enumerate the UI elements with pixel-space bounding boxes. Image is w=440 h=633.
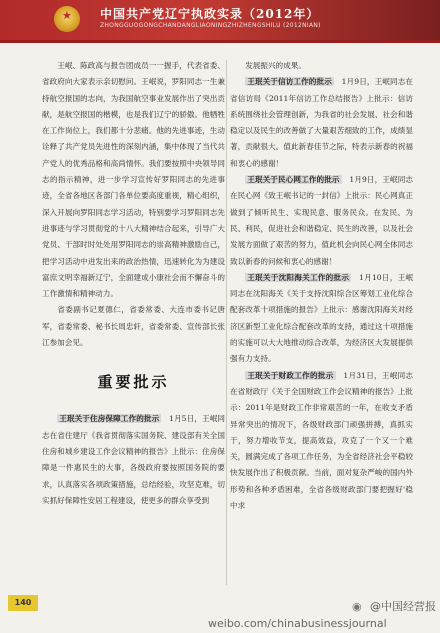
header-title: 中国共产党辽宁执政实录（2012年） xyxy=(100,7,320,21)
party-emblem-icon xyxy=(54,6,80,32)
column-divider xyxy=(226,60,227,585)
watermark-url: weibo.com/chinabusinessjournal xyxy=(208,617,387,630)
item-title: 王珉关于民心网工作的批示 xyxy=(247,175,340,185)
item-title: 王珉关于沈阳海关工作的批示 xyxy=(247,272,350,282)
item-text: 1月9日，王岷同志在民心网《致王岷书记的一封信》上批示：民心网真正做到了倾听民生、实现民意、服务民众。在发民、为民、利民，促进社会和谐稳定、民生的改善，以及社会发展方面做了艰苦的努力，值此机会向民心网全体同志致以新春的问候和衷心的感谢！ xyxy=(230,175,413,266)
paragraph: 省委副书记夏德仁，省委常委、大连市委书记唐军，省委常委、秘书长周忠轩，省委常委、宣传部长张江参加会见。 xyxy=(42,305,225,348)
weibo-icon: ◉ xyxy=(352,600,362,613)
paragraph xyxy=(230,74,413,172)
paragraph xyxy=(230,172,413,270)
item-title: 王珉关于信访工作的批示 xyxy=(247,77,332,87)
paragraph: 发展振兴的成果。 xyxy=(245,61,306,70)
item-text: 1月5日，王岷同志在省住建厅《我省贯彻落实国务院、建设部有关全国住房和城乡建设工作会议精神的报告》上批示：住房保障是一件惠民生的大事，各级政府要按照国务院的要求，认真落实各项政策措施，总结经验，攻坚克难，切实抓好保障性安居工程建设，使更多的群众享受到 xyxy=(42,414,225,505)
paragraph xyxy=(230,270,413,368)
page-number: 140 xyxy=(8,595,38,611)
right-column xyxy=(230,58,413,514)
item-text: 1月9日，王岷同志在省信访局《2011年信访工作总结报告》上批示：信访系统围绕社会管理创新，为我省的社会发展、社会和谐稳定以及民生的改善做了大量艰苦细致的工作，成绩显著，贡献很大。值此新春佳节之际，特表示新春的祝福和衷心的感谢！ xyxy=(230,77,413,168)
item-title: 王珉关于财政工作的批示 xyxy=(247,370,334,380)
star-icon: ★ xyxy=(62,9,72,22)
header-banner xyxy=(0,0,440,40)
section-title: 重要批示 xyxy=(97,373,170,392)
item-text: 1月31日，王岷同志在省财政厅《关于全国财政工作会议精神的报告》上批示：2011年是财政工作非常艰苦的一年，在收支矛盾异常突出的情况下，各级财政部门顽强拼搏，真抓实干，努力增收节支，提高效益，攻克了一个又一个难关，圆满完成了各项工作任务，为全省经济社会平稳较快发展作出了积极贡献。当前，面对复杂严峻的国内外形势和各种矛盾困难，全省各级财政部门要把握好'稳中求 xyxy=(230,370,414,511)
paragraph: 王岷、陈政高与报告团成员一一握手，代表省委、省政府向大家表示亲切慰问。王岷说，罗阳同志一生兼持航空报国的志向，为我国航空事业发展作出了突出贡献，是航空报国的楷模，也是我们辽宁的骄傲。他牺牲在工作岗位上，我们都十分悲痛。他的先进事迹，生动诠释了共产党员先进性的深刻内涵，集中体现了当代共产党人的优秀品格和高尚情怀。我们要按照中央领导同志的指示精神，进一步学习宣传好罗阳同志的先进事迹，全省各地区各部门各单位要高度重视，精心组织，深入开展向罗阳同志学习活动，特别要学习罗阳同志先进事迹与学习贯彻党的十八大精神结合起来，引导广大党员、干部时时处处用罗阳同志的崇高精神激励自己，把学习活动中迸发出来的政治热情，迅速转化为为建设富庶文明幸福新辽宁，全面建成小康社会而不懈奋斗的工作激情和精神动力。 xyxy=(42,61,225,299)
paragraph xyxy=(230,368,413,515)
header-subtitle: ZHONGGUOGONGCHANDANGLIAONINGZHIZHENGSHILU (2012NIAN) xyxy=(100,22,321,29)
weibo-handle: @中国经营报 xyxy=(370,600,436,613)
item-text: 1月10日，王岷同志在沈阳海关《关于支持沈阳综合区筹划工业化综合配套改革十项措施的报告》上批示：感谢沈阳海关对经济区新型工业化综合配套改革的支持，通过这十项措施的实施可以大大地推动综合改革，为经济区大发展提供强有力支持。 xyxy=(230,272,414,364)
paragraph xyxy=(42,411,225,509)
left-column xyxy=(42,58,225,509)
header-divider xyxy=(0,40,440,43)
item-title: 王珉关于住房保障工作的批示 xyxy=(59,414,160,424)
